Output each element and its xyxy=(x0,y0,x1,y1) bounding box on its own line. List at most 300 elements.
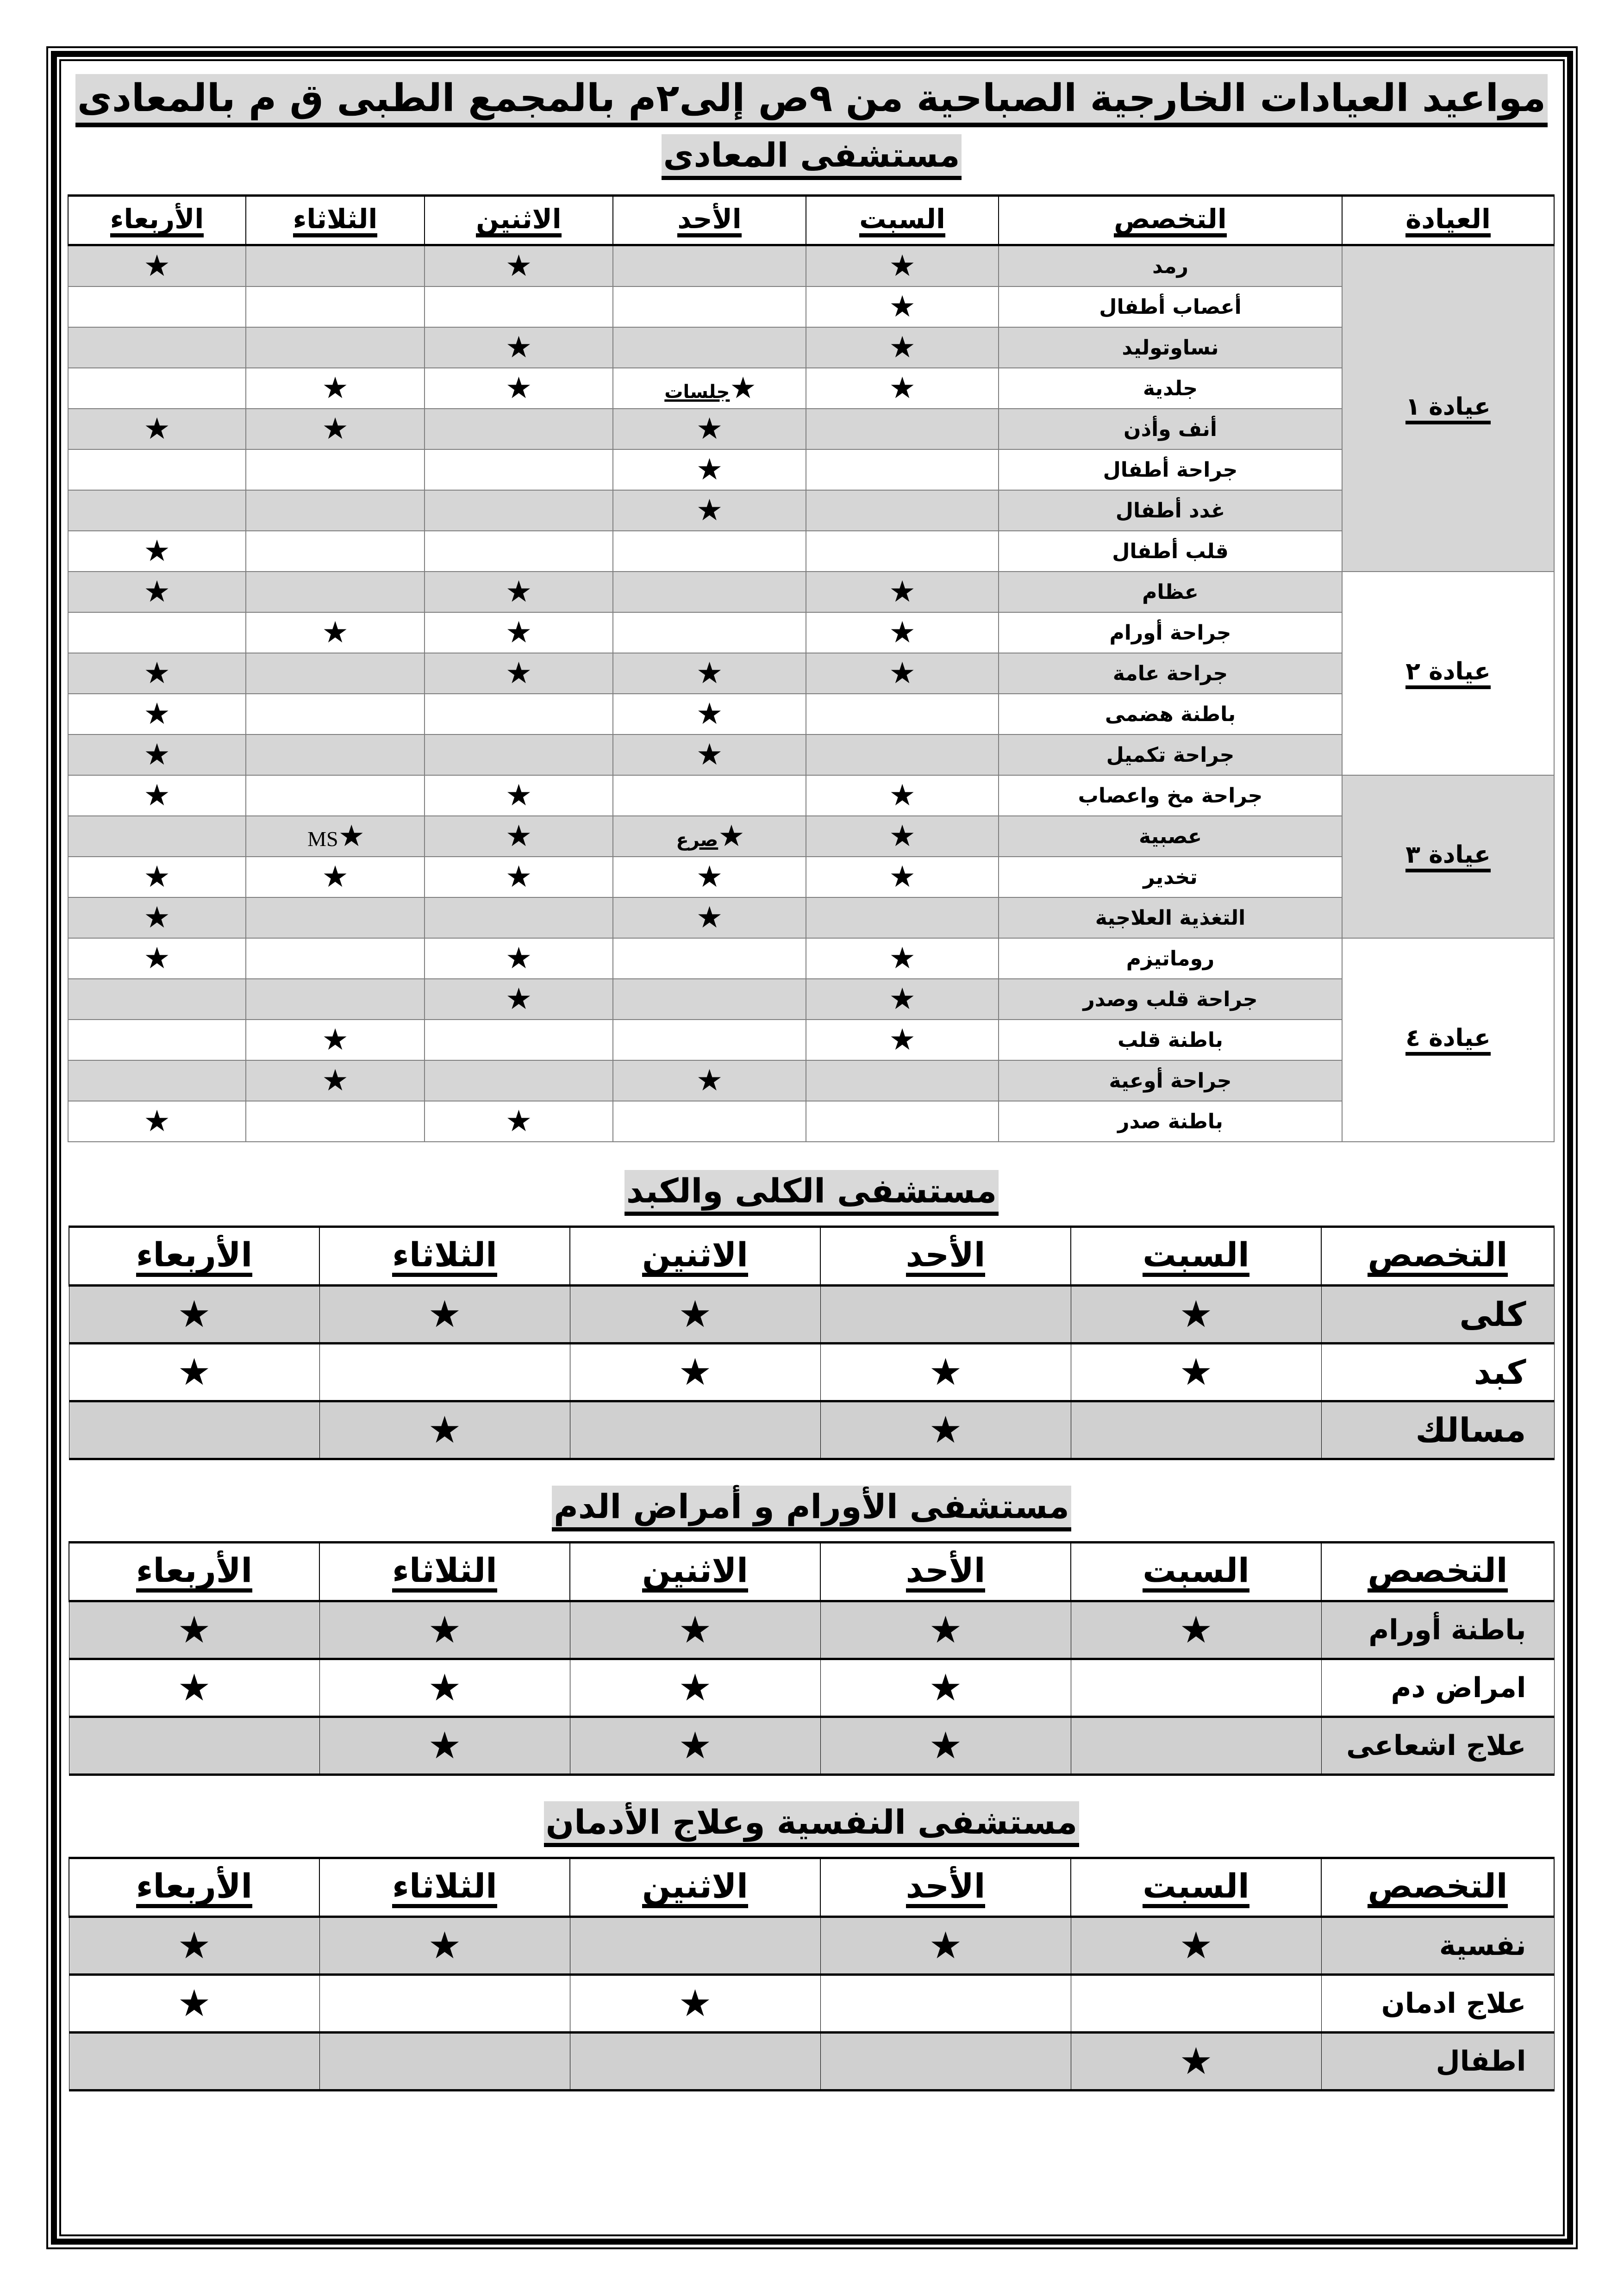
star-icon: ★ xyxy=(696,697,723,731)
specialty-cell: رمد xyxy=(999,245,1342,287)
day-cell-wednesday xyxy=(69,1286,319,1344)
day-cell-saturday xyxy=(806,857,999,897)
specialty-cell: أعصاب أطفال xyxy=(999,286,1342,327)
header-sunday: الأحد xyxy=(820,1543,1071,1601)
star-icon: ★ xyxy=(144,901,170,935)
psychiatry-addiction-hospital-title: مستشفى النفسية وعلاج الأدمان xyxy=(544,1801,1079,1847)
star-icon: ★ xyxy=(929,1350,962,1394)
day-cell-saturday xyxy=(806,531,999,572)
day-cell-monday xyxy=(570,1659,820,1717)
day-cell-wednesday xyxy=(69,1601,319,1659)
day-cell-monday xyxy=(425,734,613,775)
specialty-cell: نساوتوليد xyxy=(999,327,1342,368)
day-cell-monday xyxy=(425,694,613,734)
day-cell-saturday xyxy=(1071,1917,1321,1975)
header-monday: الاثنين xyxy=(425,196,613,245)
day-cell-monday xyxy=(425,653,613,694)
table-row xyxy=(68,327,1554,368)
star-icon: ★ xyxy=(929,1924,962,1967)
star-icon: ★ xyxy=(177,1293,211,1336)
day-cell-saturday xyxy=(806,612,999,653)
table-row xyxy=(69,1286,1554,1344)
day-cell-monday xyxy=(425,286,613,327)
day-cell-monday xyxy=(425,938,613,979)
specialty-cell: علاج ادمان xyxy=(1321,1975,1554,2033)
main-title: مواعيد العيادات الخارجية الصباحية من ٩ص إلى٢م بالمجمع الطبى ق م بالمعادى xyxy=(75,74,1548,127)
day-cell-monday xyxy=(570,2033,820,2091)
day-cell-monday xyxy=(425,897,613,938)
day-cell-sunday xyxy=(613,1101,806,1142)
day-cell-saturday xyxy=(806,368,999,409)
day-cell-tuesday xyxy=(246,857,425,897)
day-cell-wednesday xyxy=(68,612,246,653)
day-cell-saturday xyxy=(1071,1659,1321,1717)
day-cell-monday xyxy=(570,1717,820,1775)
star-icon: ★ xyxy=(177,1666,211,1709)
day-cell-sunday xyxy=(613,694,806,734)
star-icon: ★ xyxy=(177,1982,211,2025)
star-icon: ★ xyxy=(730,371,756,405)
star-icon: ★ xyxy=(718,819,745,853)
day-cell-sunday xyxy=(613,572,806,612)
day-cell-sunday xyxy=(613,857,806,897)
star-icon: ★ xyxy=(428,1608,462,1651)
specialty-cell: أنف وأذن xyxy=(999,409,1342,449)
psychiatry-addiction-schedule-table xyxy=(69,1857,1555,2091)
star-icon: ★ xyxy=(144,656,170,691)
day-cell-tuesday xyxy=(319,1975,570,2033)
clinic-label: عيادة ٢ xyxy=(1405,659,1491,689)
day-cell-sunday xyxy=(613,816,806,857)
star-icon: ★ xyxy=(678,1350,712,1394)
table-row xyxy=(68,857,1554,897)
day-cell-monday xyxy=(425,368,613,409)
day-cell-tuesday xyxy=(246,938,425,979)
day-cell-saturday xyxy=(1071,1344,1321,1401)
specialty-cell: تخدير xyxy=(999,857,1342,897)
section-title-container xyxy=(69,1170,1555,1221)
day-cell-monday xyxy=(425,1060,613,1101)
day-cell-monday xyxy=(570,1286,820,1344)
header-wednesday: الأربعاء xyxy=(69,1543,319,1601)
star-icon: ★ xyxy=(505,778,532,813)
star-icon: ★ xyxy=(889,982,916,1016)
day-cell-tuesday xyxy=(246,368,425,409)
day-cell-monday xyxy=(425,1020,613,1060)
day-cell-sunday xyxy=(613,979,806,1020)
day-cell-sunday xyxy=(820,1601,1071,1659)
star-icon: ★ xyxy=(889,371,916,405)
star-icon: ★ xyxy=(144,1104,170,1139)
day-cell-tuesday xyxy=(319,1659,570,1717)
header-tuesday: الثلاثاء xyxy=(246,196,425,245)
star-icon: ★ xyxy=(505,1104,532,1139)
day-cell-monday xyxy=(425,857,613,897)
day-cell-tuesday xyxy=(246,734,425,775)
day-cell-tuesday xyxy=(246,531,425,572)
clinic-label: عيادة ٣ xyxy=(1405,842,1491,872)
star-icon: ★ xyxy=(505,249,532,283)
day-cell-monday xyxy=(425,612,613,653)
day-cell-saturday xyxy=(1071,1601,1321,1659)
day-cell-tuesday xyxy=(246,409,425,449)
table-header-row xyxy=(69,1858,1554,1917)
day-cell-wednesday xyxy=(68,449,246,490)
star-icon: ★ xyxy=(428,1408,462,1451)
day-cell-tuesday xyxy=(319,1917,570,1975)
day-cell-saturday xyxy=(1071,1286,1321,1344)
day-cell-monday xyxy=(425,979,613,1020)
star-icon: ★ xyxy=(929,1666,962,1709)
day-cell-sunday xyxy=(613,490,806,531)
star-icon: ★ xyxy=(1179,1924,1213,1967)
header-tuesday: الثلاثاء xyxy=(319,1543,570,1601)
specialty-cell: نفسية xyxy=(1321,1917,1554,1975)
specialty-cell: جراحة أورام xyxy=(999,612,1342,653)
day-cell-sunday xyxy=(613,1020,806,1060)
day-cell-saturday xyxy=(806,816,999,857)
table-row xyxy=(68,653,1554,694)
table-row xyxy=(69,1344,1554,1401)
header-sunday: الأحد xyxy=(613,196,806,245)
header-specialty: التخصص xyxy=(1321,1858,1554,1917)
day-cell-sunday xyxy=(820,2033,1071,2091)
schedule-note: MS xyxy=(307,827,338,851)
day-cell-sunday xyxy=(613,409,806,449)
day-cell-wednesday xyxy=(69,1344,319,1401)
day-cell-tuesday xyxy=(246,449,425,490)
star-icon: ★ xyxy=(1179,1608,1213,1651)
specialty-cell: عصبية xyxy=(999,816,1342,857)
day-cell-monday xyxy=(570,1975,820,2033)
star-icon: ★ xyxy=(678,1293,712,1336)
day-cell-saturday xyxy=(806,1101,999,1142)
header-tuesday: الثلاثاء xyxy=(319,1858,570,1917)
day-cell-wednesday xyxy=(68,286,246,327)
star-icon: ★ xyxy=(505,982,532,1016)
day-cell-wednesday xyxy=(68,694,246,734)
clinic-cell xyxy=(1342,572,1554,775)
day-cell-tuesday xyxy=(246,694,425,734)
star-icon: ★ xyxy=(1179,1293,1213,1336)
specialty-cell: امراض دم xyxy=(1321,1659,1554,1717)
day-cell-sunday xyxy=(613,775,806,816)
table-row xyxy=(68,938,1554,979)
header-specialty: التخصص xyxy=(1321,1543,1554,1601)
star-icon: ★ xyxy=(322,371,349,405)
day-cell-wednesday xyxy=(69,1659,319,1717)
star-icon: ★ xyxy=(428,1924,462,1967)
star-icon: ★ xyxy=(889,860,916,894)
day-cell-saturday xyxy=(806,897,999,938)
kidney-liver-hospital-title: مستشفى الكلى والكبد xyxy=(625,1170,999,1216)
day-cell-wednesday xyxy=(68,775,246,816)
day-cell-sunday xyxy=(820,1286,1071,1344)
specialty-cell: كلى xyxy=(1321,1286,1554,1344)
header-saturday: السبت xyxy=(806,196,999,245)
star-icon: ★ xyxy=(144,412,170,446)
day-cell-monday xyxy=(425,775,613,816)
star-icon: ★ xyxy=(505,656,532,691)
specialty-cell: قلب أطفال xyxy=(999,531,1342,572)
section-title-container xyxy=(69,1486,1555,1537)
star-icon: ★ xyxy=(696,738,723,772)
day-cell-monday xyxy=(425,490,613,531)
day-cell-tuesday xyxy=(246,1060,425,1101)
star-icon: ★ xyxy=(1179,2040,1213,2083)
day-cell-monday xyxy=(425,245,613,287)
specialty-cell: جراحة تكميل xyxy=(999,734,1342,775)
star-icon: ★ xyxy=(889,656,916,691)
star-icon: ★ xyxy=(144,697,170,731)
star-icon: ★ xyxy=(144,738,170,772)
table-row xyxy=(68,1101,1554,1142)
day-cell-wednesday xyxy=(68,531,246,572)
specialty-cell: مسالك xyxy=(1321,1401,1554,1459)
day-cell-sunday xyxy=(613,245,806,287)
day-cell-sunday xyxy=(820,1401,1071,1459)
star-icon: ★ xyxy=(505,860,532,894)
day-cell-tuesday xyxy=(246,979,425,1020)
day-cell-saturday xyxy=(806,1060,999,1101)
star-icon: ★ xyxy=(322,860,349,894)
table-row xyxy=(68,368,1554,409)
day-cell-sunday xyxy=(613,531,806,572)
day-cell-tuesday xyxy=(246,572,425,612)
day-cell-tuesday xyxy=(246,653,425,694)
star-icon: ★ xyxy=(428,1293,462,1336)
table-row xyxy=(68,694,1554,734)
table-row xyxy=(69,1659,1554,1717)
day-cell-saturday xyxy=(1071,1401,1321,1459)
specialty-cell: عظام xyxy=(999,572,1342,612)
table-row xyxy=(68,816,1554,857)
day-cell-tuesday xyxy=(319,1401,570,1459)
other-hospitals xyxy=(69,1170,1555,2117)
header-saturday: السبت xyxy=(1071,1543,1321,1601)
day-cell-sunday xyxy=(613,286,806,327)
kidney-liver-schedule-table xyxy=(69,1226,1555,1460)
day-cell-saturday xyxy=(1071,1975,1321,2033)
star-icon: ★ xyxy=(678,1724,712,1767)
schedule-note: جلسات xyxy=(664,381,730,403)
star-icon: ★ xyxy=(1179,1350,1213,1394)
day-cell-wednesday xyxy=(68,1020,246,1060)
day-cell-wednesday xyxy=(68,409,246,449)
star-icon: ★ xyxy=(696,453,723,487)
table-row xyxy=(68,490,1554,531)
star-icon: ★ xyxy=(696,656,723,691)
star-icon: ★ xyxy=(428,1724,462,1767)
day-cell-tuesday xyxy=(246,897,425,938)
day-cell-sunday xyxy=(613,653,806,694)
day-cell-sunday xyxy=(613,327,806,368)
star-icon: ★ xyxy=(696,1064,723,1098)
day-cell-monday xyxy=(425,1101,613,1142)
table-row xyxy=(69,1717,1554,1775)
schedule-page xyxy=(69,65,1555,2117)
day-cell-tuesday xyxy=(319,1286,570,1344)
table-row xyxy=(69,1601,1554,1659)
day-cell-sunday xyxy=(820,1917,1071,1975)
header-tuesday: الثلاثاء xyxy=(319,1227,570,1286)
table-header-row xyxy=(69,1543,1554,1601)
day-cell-monday xyxy=(425,572,613,612)
day-cell-tuesday xyxy=(246,327,425,368)
star-icon: ★ xyxy=(338,819,365,853)
specialty-cell: باطنة هضمى xyxy=(999,694,1342,734)
section-title-container xyxy=(69,134,1555,185)
day-cell-saturday xyxy=(806,286,999,327)
star-icon: ★ xyxy=(177,1350,211,1394)
specialty-cell: كبد xyxy=(1321,1344,1554,1401)
table-row xyxy=(68,1060,1554,1101)
day-cell-saturday xyxy=(806,245,999,287)
header-specialty: التخصص xyxy=(1321,1227,1554,1286)
day-cell-monday xyxy=(425,816,613,857)
day-cell-wednesday xyxy=(68,938,246,979)
header-wednesday: الأربعاء xyxy=(69,1227,319,1286)
day-cell-saturday xyxy=(806,449,999,490)
header-saturday: السبت xyxy=(1071,1227,1321,1286)
star-icon: ★ xyxy=(322,1023,349,1057)
star-icon: ★ xyxy=(889,941,916,976)
day-cell-tuesday xyxy=(246,612,425,653)
day-cell-sunday xyxy=(820,1659,1071,1717)
day-cell-sunday xyxy=(820,1975,1071,2033)
table-row xyxy=(68,612,1554,653)
oncology-hematology-schedule-table xyxy=(69,1541,1555,1776)
star-icon: ★ xyxy=(696,860,723,894)
section-title-container xyxy=(69,1801,1555,1852)
clinic-label: عيادة ١ xyxy=(1405,394,1491,424)
day-cell-wednesday xyxy=(68,897,246,938)
maadi-schedule-table xyxy=(68,194,1555,1142)
clinic-cell xyxy=(1342,938,1554,1142)
star-icon: ★ xyxy=(144,534,170,568)
day-cell-saturday xyxy=(806,409,999,449)
star-icon: ★ xyxy=(929,1608,962,1651)
table-row xyxy=(68,734,1554,775)
star-icon: ★ xyxy=(889,330,916,365)
star-icon: ★ xyxy=(505,819,532,853)
table-row xyxy=(68,897,1554,938)
day-cell-monday xyxy=(425,449,613,490)
header-wednesday: الأربعاء xyxy=(69,1858,319,1917)
day-cell-tuesday xyxy=(246,245,425,287)
day-cell-wednesday xyxy=(68,327,246,368)
day-cell-saturday xyxy=(1071,2033,1321,2091)
day-cell-wednesday xyxy=(69,1975,319,2033)
star-icon: ★ xyxy=(696,493,723,528)
day-cell-wednesday xyxy=(69,1917,319,1975)
header-monday: الاثنين xyxy=(570,1858,820,1917)
day-cell-monday xyxy=(570,1917,820,1975)
table-row xyxy=(69,2033,1554,2091)
day-cell-wednesday xyxy=(68,1101,246,1142)
day-cell-sunday xyxy=(613,368,806,409)
day-cell-saturday xyxy=(806,734,999,775)
maadi-table-body xyxy=(68,245,1554,1142)
table-header-row xyxy=(68,196,1554,245)
day-cell-wednesday xyxy=(69,1401,319,1459)
table-row xyxy=(68,531,1554,572)
day-cell-tuesday xyxy=(319,1717,570,1775)
table-row xyxy=(69,1917,1554,1975)
day-cell-sunday xyxy=(613,734,806,775)
header-saturday: السبت xyxy=(1071,1858,1321,1917)
star-icon: ★ xyxy=(144,941,170,976)
star-icon: ★ xyxy=(696,901,723,935)
day-cell-tuesday xyxy=(319,1601,570,1659)
star-icon: ★ xyxy=(678,1982,712,2025)
day-cell-tuesday xyxy=(319,1344,570,1401)
day-cell-wednesday xyxy=(68,734,246,775)
star-icon: ★ xyxy=(144,575,170,609)
specialty-cell: جراحة مخ واعصاب xyxy=(999,775,1342,816)
day-cell-saturday xyxy=(806,1020,999,1060)
header-monday: الاثنين xyxy=(570,1543,820,1601)
table-row xyxy=(69,1401,1554,1459)
day-cell-wednesday xyxy=(69,2033,319,2091)
day-cell-monday xyxy=(425,531,613,572)
day-cell-wednesday xyxy=(68,653,246,694)
day-cell-saturday xyxy=(806,694,999,734)
star-icon: ★ xyxy=(889,778,916,813)
header-monday: الاثنين xyxy=(570,1227,820,1286)
specialty-cell: باطنة أورام xyxy=(1321,1601,1554,1659)
table-row xyxy=(68,286,1554,327)
star-icon: ★ xyxy=(678,1666,712,1709)
specialty-cell: جراحة أطفال xyxy=(999,449,1342,490)
day-cell-saturday xyxy=(806,979,999,1020)
schedule-note: صرع xyxy=(676,829,718,851)
star-icon: ★ xyxy=(322,1064,349,1098)
day-cell-sunday xyxy=(613,612,806,653)
star-icon: ★ xyxy=(889,819,916,853)
star-icon: ★ xyxy=(505,371,532,405)
star-icon: ★ xyxy=(678,1608,712,1651)
day-cell-tuesday xyxy=(246,1020,425,1060)
specialty-cell: جراحة أوعية xyxy=(999,1060,1342,1101)
specialty-cell: اطفال xyxy=(1321,2033,1554,2091)
specialty-cell: علاج اشعاعى xyxy=(1321,1717,1554,1775)
star-icon: ★ xyxy=(144,249,170,283)
day-cell-wednesday xyxy=(68,490,246,531)
star-icon: ★ xyxy=(144,860,170,894)
maadi-hospital-title: مستشفى المعادى xyxy=(662,134,962,180)
star-icon: ★ xyxy=(929,1408,962,1451)
star-icon: ★ xyxy=(505,941,532,976)
specialty-cell: باطنة صدر xyxy=(999,1101,1342,1142)
star-icon: ★ xyxy=(889,290,916,324)
star-icon: ★ xyxy=(889,1023,916,1057)
main-title-container xyxy=(69,65,1555,134)
table-row xyxy=(68,409,1554,449)
star-icon: ★ xyxy=(322,412,349,446)
day-cell-saturday xyxy=(806,572,999,612)
day-cell-sunday xyxy=(613,449,806,490)
header-clinic: العيادة xyxy=(1342,196,1554,245)
day-cell-wednesday xyxy=(68,857,246,897)
star-icon: ★ xyxy=(889,575,916,609)
star-icon: ★ xyxy=(505,616,532,650)
day-cell-sunday xyxy=(613,1060,806,1101)
day-cell-saturday xyxy=(806,775,999,816)
oncology-hematology-hospital-title: مستشفى الأورام و أمراض الدم xyxy=(552,1486,1071,1531)
specialty-cell: جراحة قلب وصدر xyxy=(999,979,1342,1020)
star-icon: ★ xyxy=(505,330,532,365)
